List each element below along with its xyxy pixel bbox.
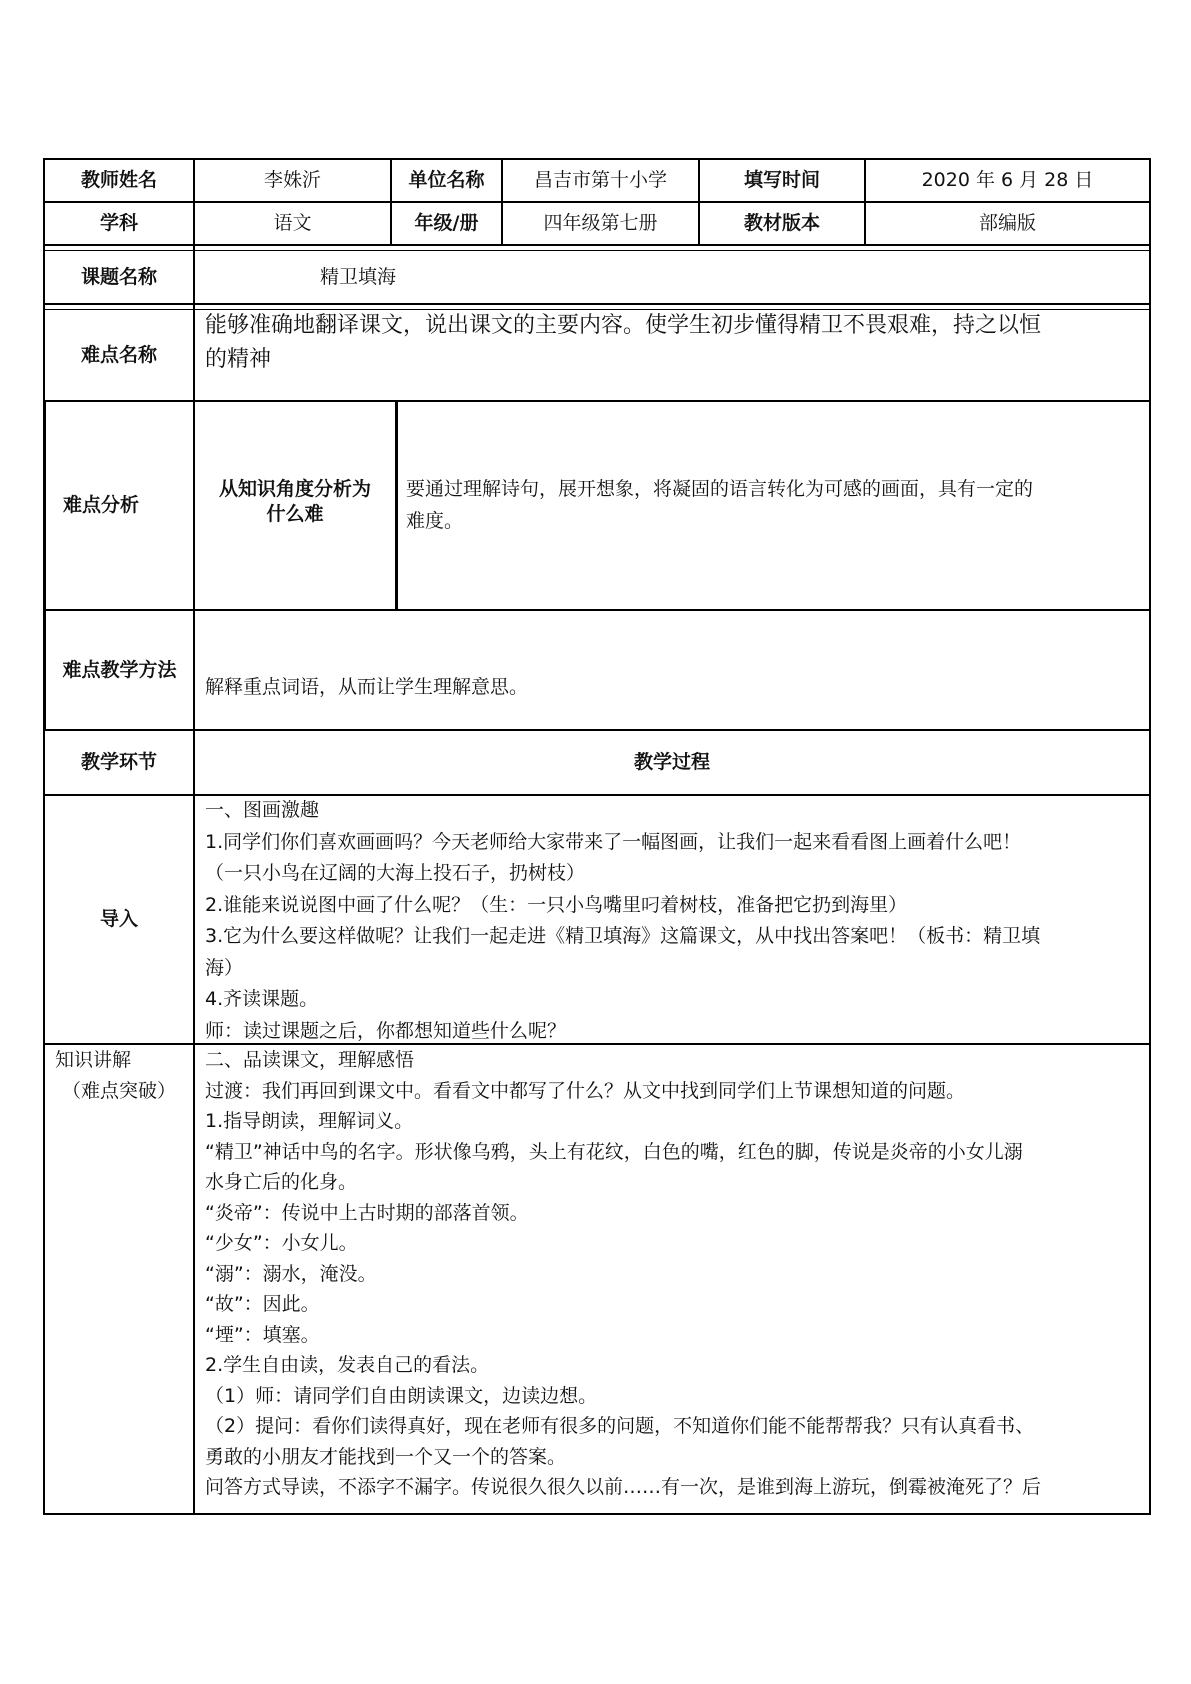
fill-time-label: 填写时间 — [743, 169, 820, 192]
intro-line: 2.谁能来说说图中画了什么呢？（生：一只小鸟嘴里叼着树枝，准备把它扔到海里） — [205, 893, 908, 916]
knowledge-label-line: （难点突破） — [61, 1080, 176, 1102]
grade-label: 年级/册 — [414, 212, 479, 235]
intro-line: 1.同学们你们喜欢画画吗？今天老师给大家带来了一幅图画，让我们一起来看看图上画着什么吧！ — [205, 830, 1022, 853]
rule-bottom — [43, 1513, 1151, 1515]
subject-label: 学科 — [99, 212, 138, 235]
analysis-sub-label-line: 从知识角度分析为 — [218, 478, 371, 501]
knowledge-line: 二、品读课文，理解感悟 — [205, 1049, 415, 1071]
difficulty-label: 难点名称 — [80, 343, 157, 366]
intro-line: 师：读过课题之后，你都想知道些什么呢？ — [205, 1019, 567, 1042]
knowledge-line: （1）师：请同学们自由朗读课文，边读边想。 — [205, 1384, 598, 1407]
knowledge-line: 过渡：我们再回到课文中。看看文中都写了什么？从文中找到同学们上节课想知道的问题。 — [205, 1079, 966, 1102]
method-value: 解释重点词语，从而让学生理解意思。 — [205, 675, 529, 698]
knowledge-text — [205, 1045, 1147, 1503]
knowledge-line: “溺”：溺水，淹没。 — [205, 1262, 377, 1285]
knowledge-line: “故”：因此。 — [205, 1293, 320, 1315]
knowledge-line: 水身亡后的化身。 — [205, 1171, 358, 1193]
knowledge-label-line: 知识讲解 — [55, 1049, 132, 1071]
teacher-name-value: 李姝沂 — [263, 169, 321, 192]
topic-label: 课题名称 — [80, 265, 157, 288]
unit-label: 单位名称 — [408, 169, 485, 192]
intro-line: 3.它为什么要这样做呢？让我们一起走进《精卫填海》这篇课文，从中找出答案吧！（板书：精卫填 — [205, 925, 1041, 947]
intro-line: 海） — [205, 956, 244, 979]
fill-time-value: 2020 年 6 月 28 日 — [921, 169, 1094, 192]
analysis-text — [406, 473, 1146, 537]
topic-value: 精卫填海 — [320, 265, 397, 288]
rule-row4 — [43, 400, 1151, 402]
knowledge-line: “少女”：小女儿。 — [205, 1232, 358, 1254]
intro-line: （一只小鸟在辽阔的大海上投石子，扔树枝） — [205, 862, 586, 884]
knowledge-line: 2.学生自由读，发表自己的看法。 — [205, 1354, 490, 1376]
difficulty-line: 的精神 — [205, 347, 272, 372]
method-label: 难点教学方法 — [62, 658, 177, 681]
rule-row3 — [43, 303, 1151, 305]
knowledge-label — [45, 1045, 193, 1107]
analysis-line: 难度。 — [406, 510, 464, 532]
rule-analysis-split — [395, 400, 398, 611]
rule-row2 — [43, 244, 1151, 246]
analysis-sub-label — [195, 462, 395, 542]
edition-value: 部编版 — [978, 212, 1036, 235]
rule-right — [1149, 158, 1151, 1515]
analysis-line: 要通过理解诗句，展开想象，将凝固的语言转化为可感的画面，具有一定的 — [406, 478, 1034, 500]
process-header: 教学过程 — [633, 751, 710, 774]
difficulty-text — [205, 309, 1145, 377]
knowledge-line: 勇敢的小朋友才能找到一个又一个的答案。 — [205, 1445, 567, 1468]
analysis-sub-label-line: 什么难 — [266, 503, 324, 525]
teacher-name-label: 教师姓名 — [80, 169, 157, 192]
subject-value: 语文 — [273, 212, 312, 235]
intro-line: 4.齐读课题。 — [205, 988, 319, 1010]
knowledge-line: “炎帝”：传说中上古时期的部落首领。 — [205, 1201, 529, 1224]
intro-line: 一、图画激趣 — [205, 799, 320, 821]
stage-header: 教学环节 — [80, 751, 157, 774]
knowledge-line: “堙”：填塞。 — [205, 1323, 320, 1346]
intro-label: 导入 — [99, 908, 138, 931]
rule-row5 — [43, 609, 1151, 611]
knowledge-line: “精卫”神话中鸟的名字。形状像乌鸦，头上有花纹，白色的嘴，红色的脚，传说是炎帝的小女儿溺 — [205, 1140, 1023, 1163]
edition-label: 教材版本 — [743, 212, 820, 235]
unit-value: 昌吉市第十小学 — [533, 169, 667, 192]
knowledge-line: 1.指导朗读，理解词义。 — [205, 1110, 414, 1132]
analysis-label: 难点分析 — [62, 494, 139, 517]
grade-value: 四年级第七册 — [543, 212, 658, 235]
knowledge-line: 问答方式导读，不添字不漏字。传说很久很久以前……有一次，是谁到海上游玩，倒霉被淹死了？后 — [205, 1476, 1042, 1498]
rule-col1 — [193, 158, 195, 1515]
intro-text — [205, 795, 1147, 1047]
difficulty-line: 能够准确地翻译课文，说出课文的主要内容。使学生初步懂得精卫不畏艰难，持之以恒 — [205, 313, 1042, 338]
knowledge-line: （2）提问：看你们读得真好，现在老师有很多的问题，不知道你们能不能帮帮我？只有认真看书、 — [205, 1415, 1035, 1437]
